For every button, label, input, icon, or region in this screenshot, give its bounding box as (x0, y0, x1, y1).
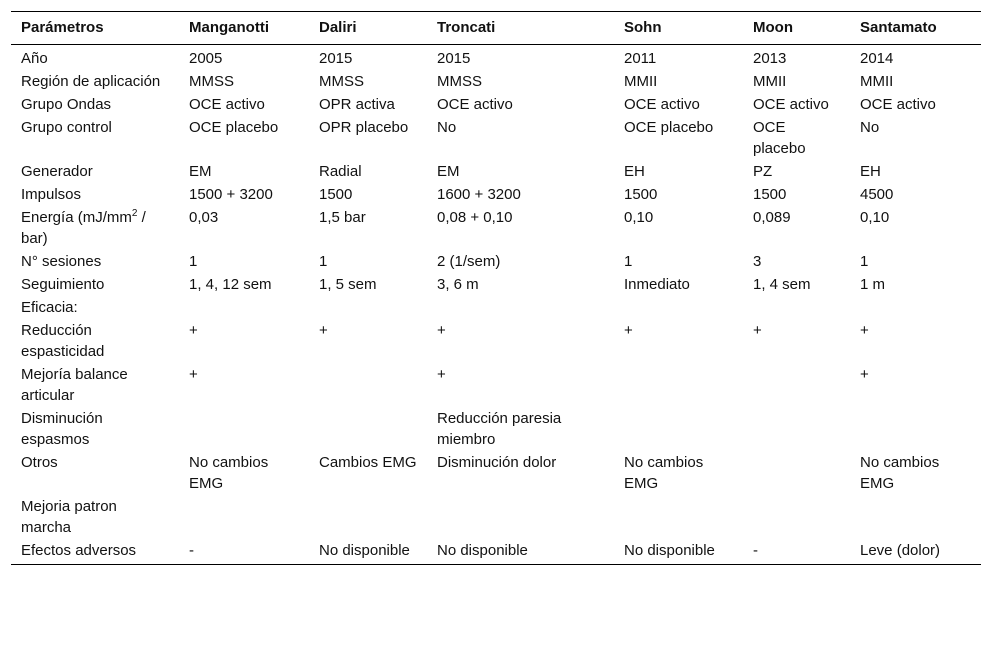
table-cell: 0,10 (860, 209, 890, 226)
table-cell (743, 495, 850, 539)
energy-label-superscript: 2 (131, 208, 138, 219)
table-cell: 0,10 (624, 209, 654, 226)
table-cell: + (753, 322, 762, 339)
table-cell: 2015 (319, 50, 353, 67)
table-row (11, 296, 981, 319)
table-cell: OCE activo (860, 96, 936, 113)
table-cell: No cambios EMG (189, 454, 269, 492)
table-row (11, 539, 981, 565)
table-cell: - (743, 539, 850, 565)
table-cell: OCE activo (753, 96, 829, 113)
row-label (11, 206, 179, 250)
row-label: Disminución espasmos (21, 410, 103, 448)
table-cell: + (437, 366, 446, 383)
table-cell: + (189, 322, 198, 339)
row-label: Generador (21, 163, 93, 180)
table-cell (743, 296, 850, 319)
column-header: Daliri (309, 12, 427, 45)
table-cell: 1 (189, 253, 198, 270)
table-cell (179, 407, 309, 451)
table-cell: 1500 (319, 186, 353, 203)
table-cell (179, 495, 309, 539)
table-cell: 1, 5 sem (319, 276, 377, 293)
table-cell (179, 296, 309, 319)
table-cell: Disminución dolor (437, 454, 557, 471)
table-cell: OCE activo (189, 96, 265, 113)
table-row (11, 45, 981, 71)
table-cell: MMII (860, 73, 894, 90)
table-cell: 2014 (860, 50, 894, 67)
table-cell: EM (437, 163, 460, 180)
column-header: Santamato (850, 12, 981, 45)
table-cell: OPR placebo (319, 119, 409, 136)
table-cell: - (179, 539, 309, 565)
table-cell: EH (860, 163, 881, 180)
table-cell: + (189, 366, 198, 383)
table-cell (614, 407, 743, 451)
table-cell: 0,089 (753, 209, 791, 226)
table-row (11, 70, 981, 93)
row-label: N° sesiones (21, 253, 102, 270)
table-cell (309, 407, 427, 451)
table-cell: OCE activo (624, 96, 700, 113)
row-label: Otros (21, 454, 58, 471)
table-cell: 1500 + 3200 (189, 186, 273, 203)
table-body (11, 45, 981, 565)
table-row (11, 407, 981, 451)
table-cell: OCE placebo (753, 119, 806, 157)
table-cell: 1,5 bar (319, 209, 366, 226)
table-cell: 2015 (437, 50, 471, 67)
table-cell: MMSS (189, 73, 234, 90)
column-header: Troncati (427, 12, 614, 45)
table-cell (743, 363, 850, 407)
table-cell: 2005 (189, 50, 223, 67)
table-cell: OCE placebo (189, 119, 279, 136)
table-cell (614, 296, 743, 319)
table-cell: No disponible (309, 539, 427, 565)
table-cell: PZ (753, 163, 773, 180)
table-cell (850, 296, 981, 319)
table-cell (309, 495, 427, 539)
table-cell: Reducción paresia miembro (437, 410, 562, 448)
row-label: Impulsos (21, 186, 82, 203)
table-row (11, 250, 981, 273)
table-cell: 1 m (860, 276, 886, 293)
table-row (11, 160, 981, 183)
table-cell (614, 363, 743, 407)
table-cell: 1 (319, 253, 328, 270)
table-cell: 4500 (860, 186, 894, 203)
table-cell: EH (624, 163, 645, 180)
table-cell: + (860, 322, 869, 339)
row-label: Efectos adversos (11, 539, 179, 565)
table-cell: 1500 (624, 186, 658, 203)
table-cell (427, 296, 614, 319)
parameters-table (11, 11, 981, 565)
table-row (11, 116, 981, 160)
table-cell: 1, 4 sem (753, 276, 811, 293)
table-row (11, 495, 981, 539)
table-cell: + (319, 322, 328, 339)
table-cell (309, 296, 427, 319)
row-label: Año (21, 50, 48, 67)
table-cell: 2011 (624, 50, 657, 67)
table-cell: 2 (1/sem) (437, 253, 501, 270)
table-cell: MMII (624, 73, 658, 90)
table-row (11, 319, 981, 363)
table-cell: OPR activa (319, 96, 395, 113)
table-cell: + (437, 322, 446, 339)
table-cell: MMII (753, 73, 787, 90)
row-label: Mejoría balance articular (21, 366, 128, 404)
table-cell (743, 407, 850, 451)
table-cell: 2013 (753, 50, 787, 67)
table-cell: No (437, 119, 457, 136)
table-cell (614, 495, 743, 539)
table-cell: No cambios EMG (624, 454, 704, 492)
table-cell: 1500 (753, 186, 787, 203)
table-container (11, 11, 981, 565)
row-label: Reducción espasticidad (21, 322, 105, 360)
row-label: Mejoria patron marcha (21, 498, 117, 536)
table-cell: 1600 + 3200 (437, 186, 521, 203)
table-cell: Leve (dolor) (850, 539, 981, 565)
table-cell: 0,03 (189, 209, 219, 226)
table-cell (309, 363, 427, 407)
column-header: Parámetros (11, 12, 179, 45)
table-cell: Cambios EMG (319, 454, 417, 471)
table-cell: No disponible (614, 539, 743, 565)
table-cell: OCE placebo (624, 119, 714, 136)
table-cell: No disponible (427, 539, 614, 565)
table-cell: 1 (860, 253, 869, 270)
header-row (11, 12, 981, 45)
row-label: Grupo control (21, 119, 112, 136)
table-cell: + (860, 366, 869, 383)
table-cell: Radial (319, 163, 362, 180)
energy-label-prefix: Energía (mJ/mm (21, 209, 132, 226)
column-header: Moon (743, 12, 850, 45)
table-row (11, 93, 981, 116)
table-row (11, 451, 981, 495)
table-cell: + (624, 322, 633, 339)
table-cell: EM (189, 163, 212, 180)
row-label: Eficacia: (21, 299, 78, 316)
table-cell: 1 (624, 253, 633, 270)
table-row (11, 363, 981, 407)
table-cell: 0,08 + 0,10 (437, 209, 513, 226)
column-header: Sohn (614, 12, 743, 45)
column-header: Manganotti (179, 12, 309, 45)
table-cell: 3, 6 m (437, 276, 479, 293)
table-row (11, 206, 981, 250)
table-cell (743, 451, 850, 495)
table-cell: 1, 4, 12 sem (189, 276, 272, 293)
row-label: Seguimiento (21, 276, 105, 293)
table-cell: OCE activo (437, 96, 513, 113)
table-cell (850, 495, 981, 539)
table-cell: 3 (753, 253, 762, 270)
energy-label-suffix: / bar) (21, 209, 146, 247)
table-row (11, 273, 981, 296)
table-cell: Inmediato (624, 276, 690, 293)
table-cell (850, 407, 981, 451)
table-cell: MMSS (437, 73, 482, 90)
table-cell: No cambios EMG (860, 454, 940, 492)
row-label: Grupo Ondas (21, 96, 112, 113)
row-label: Región de aplicación (21, 73, 161, 90)
table-row (11, 183, 981, 206)
table-cell (427, 495, 614, 539)
table-cell: No (860, 119, 880, 136)
table-cell: MMSS (319, 73, 364, 90)
